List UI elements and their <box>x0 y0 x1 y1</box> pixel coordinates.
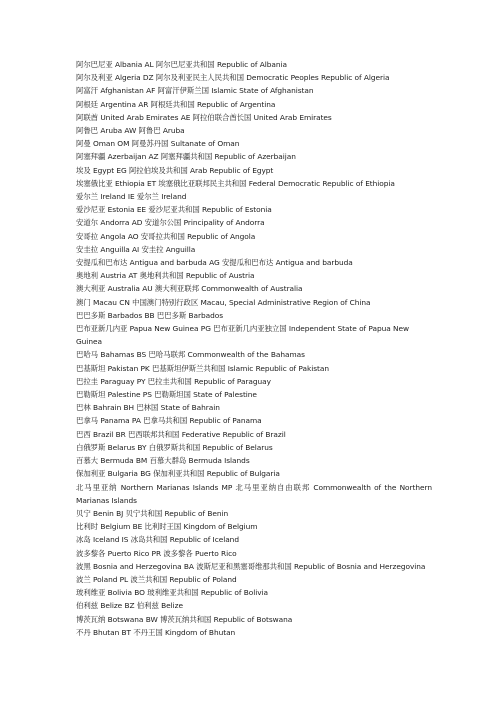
list-item: 波多黎各 Puerto Rico PR 波多黎各 Puerto Rico <box>76 548 237 558</box>
list-item: 安提瓜和巴布达 Antigua and barbuda AG 安提瓜和巴布达 Antigua and barbuda <box>76 258 353 268</box>
list-item: 安圭拉 Anguilla AI 安圭拉 Anguilla <box>76 244 196 254</box>
list-item: 不丹 Bhutan BT 不丹王国 Kingdom of Bhutan <box>76 627 236 637</box>
list-item: 百慕大 Bermuda BM 百慕大群岛 Bermuda Islands <box>76 456 250 466</box>
list-item: 巴勒斯坦 Palestine PS 巴勒斯坦国 State of Palestine <box>76 390 257 400</box>
list-item: 巴哈马 Bahamas BS 巴哈马联邦 Commonwealth of the Bahamas <box>76 350 305 360</box>
list-item: 阿尔巴尼亚 Albania AL 阿尔巴尼亚共和国 Republic of Albania <box>76 60 288 69</box>
list-item: 巴林 Bahrain BH 巴林国 State of Bahrain <box>76 403 220 413</box>
list-item: 波黑 Bosnia and Herzegovina BA 波斯尼亚和黑塞哥维那共和国 Republic of Bosnia and Herzegovina <box>76 561 426 571</box>
list-item: 冰岛 Iceland IS 冰岛共和国 Republic of Iceland <box>76 535 239 545</box>
list-item: 爱沙尼亚 Estonia EE 爱沙尼亚共和国 Republic of Estonia <box>76 205 272 215</box>
list-item: 玻利维亚 Bolivia BO 玻利维亚共和国 Republic of Bolivia <box>76 588 269 598</box>
list-item: 保加利亚 Bulgaria BG 保加利亚共和国 Republic of Bulgaria <box>76 469 280 479</box>
list-item: 阿联酋 United Arab Emirates AE 阿拉伯联合酋长国 United Arab Emirates <box>76 112 332 122</box>
list-item: 安哥拉 Angola AO 安哥拉共和国 Republic of Angola <box>76 231 256 241</box>
list-item: 安道尔 Andorra AD 安道尔公国 Principality of Andorra <box>76 218 265 228</box>
list-item: 巴布亚新几内亚 Papua New Guinea PG 巴布亚新几内亚独立国 Independent State of Papua New Guinea <box>76 324 409 347</box>
list-item: 奥地利 Austria AT 奥地利共和国 Republic of Austria <box>76 271 255 281</box>
list-item: 贝宁 Benin BJ 贝宁共和国 Republic of Benin <box>76 508 229 518</box>
list-item: 阿曼 Oman OM 阿曼苏丹国 Sultanate of Oman <box>76 139 240 149</box>
list-item: 巴巴多斯 Barbados BB 巴巴多斯 Barbados <box>76 310 224 320</box>
list-item: 埃塞俄比亚 Ethiopia ET 埃塞俄比亚联邦民主共和国 Federal Democratic Republic of Ethiopia <box>76 178 395 188</box>
list-item: 阿富汗 Afghanistan AF 阿富汗伊斯兰国 Islamic State of Afghanistan <box>76 86 314 96</box>
list-item: 阿塞拜疆 Azerbaijan AZ 阿塞拜疆共和国 Republic of Azerbaijan <box>76 152 296 162</box>
list-item: 伯利兹 Belize BZ 伯利兹 Belize <box>76 601 183 611</box>
list-item: 澳大利亚 Australia AU 澳大利亚联邦 Commonwealth of Australia <box>76 284 303 294</box>
list-item: 埃及 Egypt EG 阿拉伯埃及共和国 Arab Republic of Egypt <box>76 165 274 175</box>
list-item: 北马里亚纳 Northern Marianas Islands MP 北马里亚纳自由联邦 Commonwealth of the Northern Marianas Islands <box>76 482 432 505</box>
list-item: 阿尔及利亚 Algeria DZ 阿尔及利亚民主人民共和国 Democratic Peoples Republic of Algeria <box>76 73 390 83</box>
list-item: 比利时 Belgium BE 比利时王国 Kingdom of Belgium <box>76 522 258 532</box>
list-item: 爱尔兰 Ireland IE 爱尔兰 Ireland <box>76 192 187 202</box>
list-item: 阿根廷 Argentina AR 阿根廷共和国 Republic of Argentina <box>76 99 276 109</box>
list-item: 巴拉圭 Paraguay PY 巴拉圭共和国 Republic of Paraguay <box>76 376 271 386</box>
list-item: 阿鲁巴 Aruba AW 阿鲁巴 Aruba <box>76 126 185 136</box>
list-item: 白俄罗斯 Belarus BY 白俄罗斯共和国 Republic of Belarus <box>76 442 273 452</box>
country-list <box>76 58 432 639</box>
list-item: 巴拿马 Panama PA 巴拿马共和国 Republic of Panama <box>76 416 262 426</box>
list-item: 巴基斯坦 Pakistan PK 巴基斯坦伊斯兰共和国 Islamic Republic of Pakistan <box>76 363 329 373</box>
list-item: 巴西 Brazil BR 巴西联邦共和国 Federative Republic of Brazil <box>76 429 286 439</box>
list-item: 澳门 Macau CN 中国澳门特别行政区 Macau, Special Administrative Region of China <box>76 297 371 307</box>
list-item: 博茨瓦纳 Botswana BW 博茨瓦纳共和国 Republic of Botswana <box>76 614 293 624</box>
list-item: 波兰 Poland PL 波兰共和国 Republic of Poland <box>76 574 237 584</box>
